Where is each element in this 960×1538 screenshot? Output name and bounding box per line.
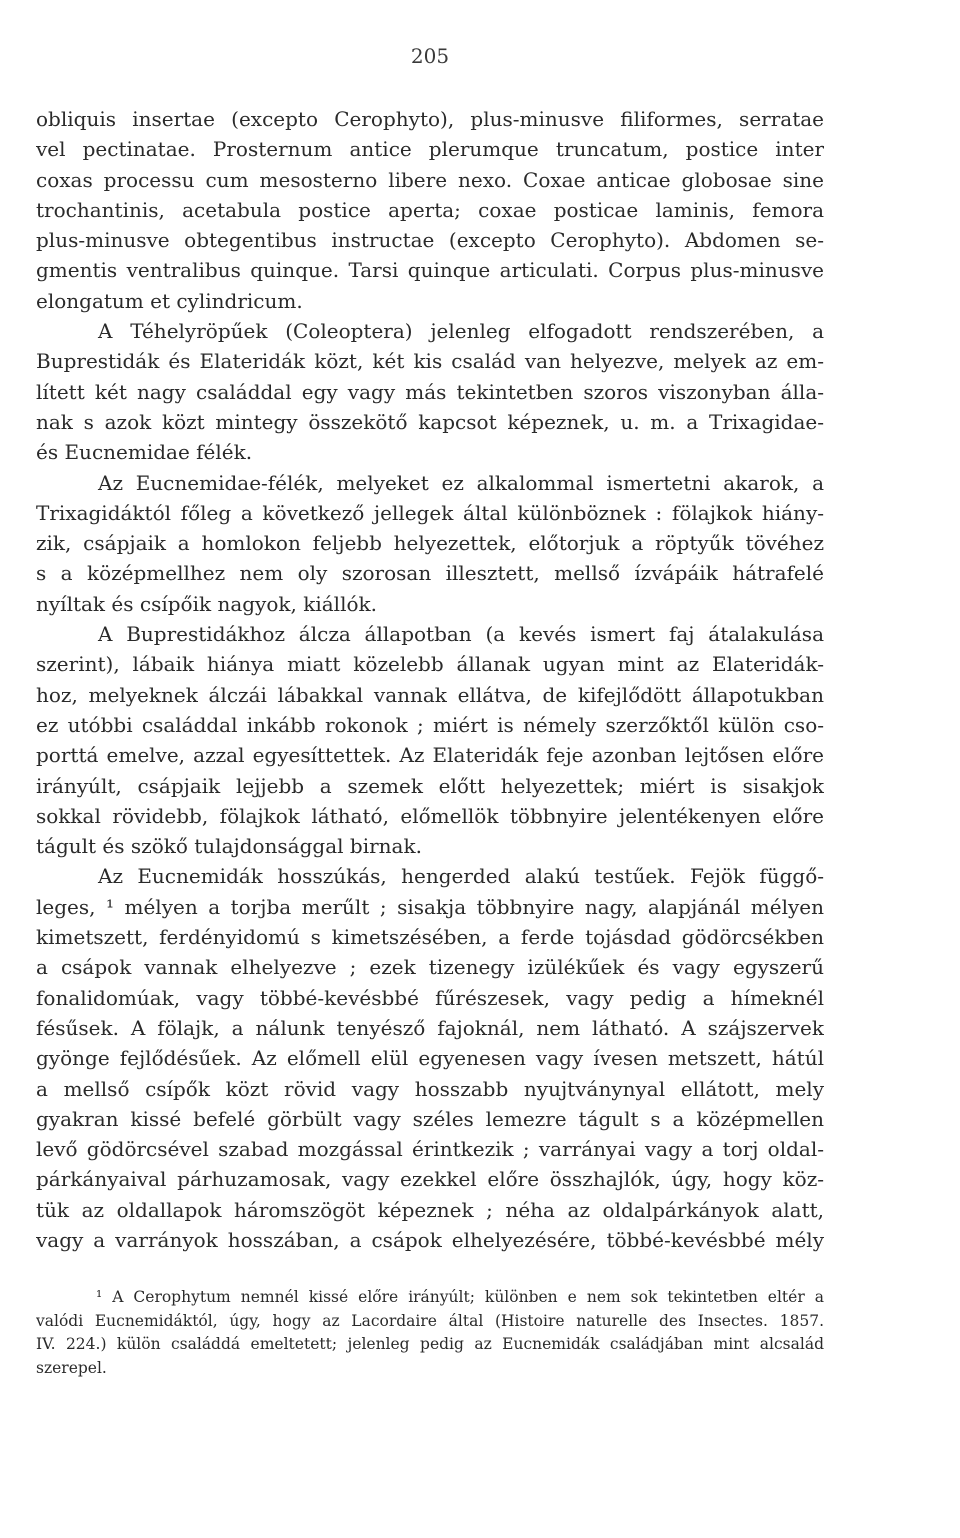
footnote-line: IV. 224.) külön családdá emeltetett; jelenleg pedig az Eucnemidák családjában mint alcsalád (36, 1335, 824, 1353)
text-line: hoz, melyeknek álczái lábakkal vannak ellátva, de kifejlődött állapotukban (36, 682, 824, 707)
text-line: elongatum et cylindricum. (36, 288, 303, 313)
text-line: gyakran kissé befelé görbült vagy széles lemezre tágult s a középmellen (36, 1106, 824, 1131)
footnote-line: valódi Eucnemidáktól, úgy, hogy az Lacordaire által (Histoire naturelle des Insectes. 1857. (36, 1311, 824, 1330)
text-line: szerint), lábaik hiánya miatt közelebb állanak ugyan mint az Elateridák- (36, 652, 824, 677)
text-line: fonalidomúak, vagy többé-kevésbbé fűrészesek, vagy pedig a hímeknél (36, 985, 824, 1010)
text-line: gmentis ventralibus quinque. Tarsi quinque articulati. Corpus plus-minusve (36, 258, 824, 283)
text-line: coxas processu cum mesosterno libere nexo. Coxae anticae globosae sine (36, 167, 824, 192)
text-line: porttá emelve, azzal egyesíttettek. Az Elateridák feje azonban lejtősen előre (36, 743, 824, 768)
text-line: nyíltak és csípőik nagyok, kiállók. (36, 591, 377, 616)
footnotes (36, 1286, 824, 1380)
text-line: zik, csápjaik a homlokon feljebb helyezettek, előtorjuk a röptyűk tövéhez (36, 531, 824, 556)
text-line: párkányaival párhuzamosak, vagy ezekkel előre összhajlók, úgy, hogy köz- (36, 1167, 824, 1192)
text-line: ez utóbbi családdal inkább rokonok ; miért is némely szerzőktől külön cso- (36, 712, 824, 737)
text-line: a csápok vannak elhelyezve ; ezek tizenegy izülékűek és vagy egyszerű (36, 955, 824, 980)
text-line: obliquis insertae (excepto Cerophyto), plus-minusve filiformes, serratae (36, 107, 824, 131)
text-line: kimetszett, ferdényidomú s kimetszésében, a ferde tojásdad gödörcsékben (36, 925, 824, 950)
text-line: vagy a varrányok hosszában, a csápok elhelyezésére, többé-kevésbbé mély (36, 1227, 824, 1252)
text-line: vel pectinatae. Prosternum antice plerumque truncatum, postice inter (36, 137, 824, 162)
page-number: 205 (410, 44, 450, 68)
text-line: fésűsek. A fölajk, a nálunk tenyésző fajoknál, nem látható. A szájszervek (36, 1015, 824, 1040)
text-line: Buprestidák és Elateridák közt, két kis család van helyezve, melyek az em- (36, 349, 824, 374)
text-line: Az Eucnemidák hosszúkás, hengerded alakú testűek. Fejök függő- (98, 864, 824, 889)
text-line: A Buprestidákhoz álcza állapotban (a kevés ismert faj átalakulása (98, 622, 824, 647)
text-line: plus-minusve obtegentibus instructae (excepto Cerophyto). Abdomen se- (36, 228, 824, 253)
text-line: irányúlt, csápjaik lejjebb a szemek előtt helyezettek; miért is sisakjok (36, 773, 824, 798)
text-line: levő gödörcsével szabad mozgással érintkezik ; varrányai vagy a torj oldal- (36, 1137, 824, 1162)
text-line: Trixagidáktól főleg a következő jellegek által különböznek : fölajkok hiány- (36, 500, 824, 525)
text-line: s a középmellhez nem oly szorosan illesztett, mellső ízvápáik hátrafelé (36, 561, 824, 586)
text-line: a mellső csípők közt rövid vagy hosszabb nyujtványnyal ellátott, mely (36, 1076, 824, 1101)
text-line: A Téhelyröpűek (Coleoptera) jelenleg elfogadott rendszerében, a (98, 319, 824, 344)
footnote-line: ¹ A Cerophytum nemnél kissé előre irányúlt; különben e nem sok tekintetben eltér a (96, 1288, 824, 1306)
text-line: tágult és szökő tulajdonsággal birnak. (36, 834, 422, 859)
text-line: lített két nagy családdal egy vagy más tekintetben szoros viszonyban álla- (36, 379, 824, 404)
text-line: leges, ¹ mélyen a torjba merűlt ; sisakja többnyire nagy, alapjánál mélyen (36, 894, 824, 919)
text-line: és Eucnemidae félék. (36, 440, 253, 465)
text-line: tük az oldallapok háromszögöt képeznek ; néha az oldalpárkányok alatt, (36, 1197, 824, 1222)
text-line: nak s azok közt mintegy összekötő kapcsot képeznek, u. m. a Trixagidae- (36, 409, 824, 434)
body-text (36, 104, 824, 1255)
text-line: gyönge fejlődésűek. Az előmell elül egyenesen vagy ívesen metszett, hátúl (36, 1046, 824, 1071)
text-line: trochantinis, acetabula postice aperta; coxae posticae laminis, femora (36, 197, 824, 222)
footnote-line: szerepel. (36, 1358, 107, 1377)
text-line: Az Eucnemidae-félék, melyeket ez alkalommal ismertetni akarok, a (98, 470, 824, 495)
text-line: sokkal rövidebb, fölajkok látható, előmellök többnyire jelentékenyen előre (36, 803, 824, 828)
